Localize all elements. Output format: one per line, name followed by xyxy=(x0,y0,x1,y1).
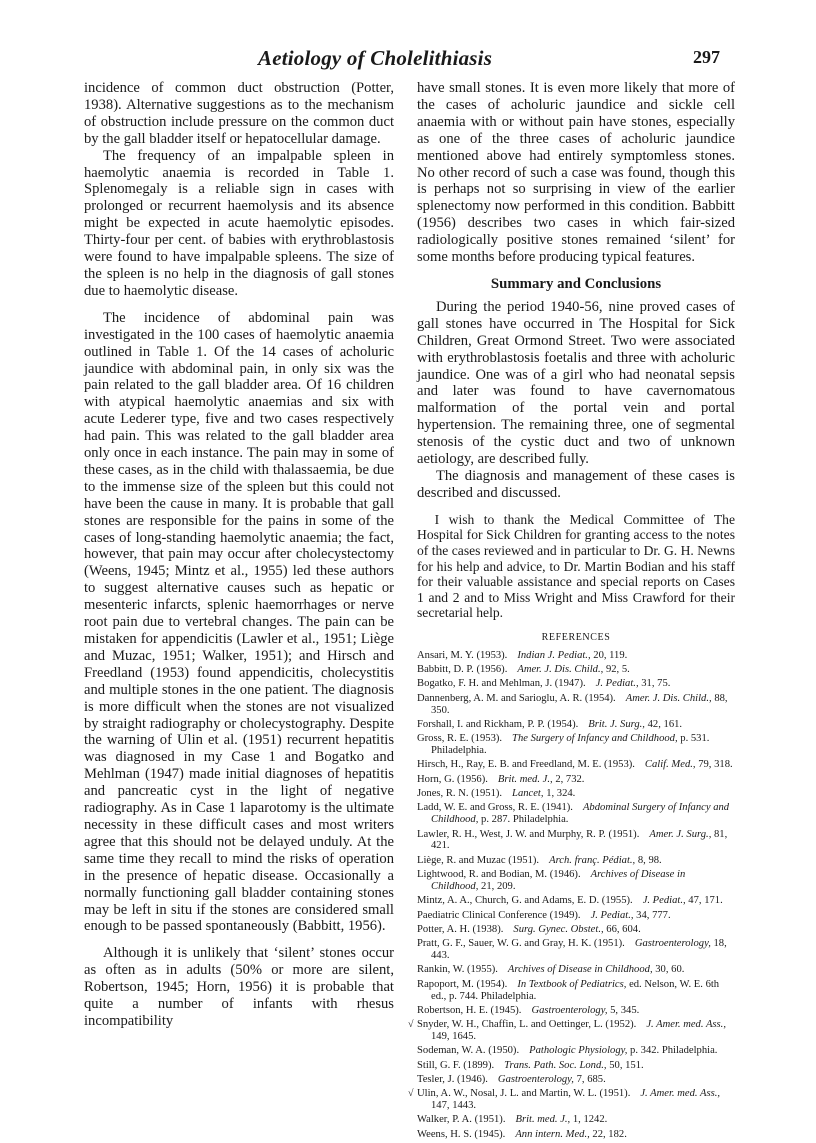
check-mark-icon: √ xyxy=(408,1019,414,1031)
body-paragraph: The incidence of abdominal pain was investigated in the 100 cases of haemolytic anaemia outlined in Table 1. Of the 14 cases of acholuric jaundice with abdominal pain, in only six was the pain related to the gall bladder area. Of 16 children with atypical haemolytic anaemias and six with acute Lederer type, five and two cases respectively had pain. This was related to the gall bladder area only once in each instance. The pain may in some of these cases, as in the child with thalassaemia, be due to the immense size of the spleen but this could not have been the cause in many. It is probable that gall stones are responsible for the pains in some of the cases of long-standing haemolytic anaemia; the fact, however, that pain may occur after cholecystectomy (Weens, 1945; Mintz et al., 1955) led these authors to suggest alternative causes such as hepatic or mesenteric infarcts, splenic haemorrhages or nerve root pain due to vertebral changes. The pain can be mistaken for appendicitis (Lawler et al., 1951; Liège and Muzac, 1951; Walker, 1951); and Hirsch and Freedland (1953) found appendicitis, cholecystitis and multiple stones in the one patient. The diagnosis is more difficult when the stones are not visualized by straight radiography or cholecystography. Despite the warning of Ulin et al. (1951) recurrent hepatitis was diagnosed in my Case 1 and Bogatko and Mehlman (1947) made initial diagnoses of hepatitis and pancreatic cyst in the light of negative radiography. As in Case 1 laparotomy is the ultimate necessity in these difficult cases and most writers agree that this should not be delayed unduly. At the same time they recall to mind the risks of operation in the presence of hepatic disease. Occasionally a normally functioning gall bladder containing stones may be left in situ if the stones are considered small enough to be passed spontaneously (Babbitt, 1956). xyxy=(84,309,394,935)
reference-source: Trans. Path. Soc. Lond., xyxy=(504,1059,607,1071)
reference-detail: 88, 350. xyxy=(431,692,728,716)
reference-authors: Bogatko, F. H. and Mehlman, J. (1947). xyxy=(417,678,586,690)
summary-paragraph: During the period 1940-56, nine proved cases of gall stones have occurred in The Hospital for Sick Children, Great Ormond Street. Two were associated with erythroblastosis foetalis and three with acholuric jaundice. One was of a girl who had neonatal sepsis and later was found to have cavernomatous malformation of the portal vein and portal hypertension. The remaining three, one of segmental stenosis of the cystic duct and two of unknown aetiology, are described fully. xyxy=(417,298,735,468)
reference-item xyxy=(417,979,735,1003)
reference-source: Gastroenterology, xyxy=(634,938,711,950)
reference-item xyxy=(408,1019,735,1043)
reference-authors: Lawler, R. H., West, J. W. and Murphy, R. P. (1951). xyxy=(417,828,640,840)
reference-authors: Sodeman, W. A. (1950). xyxy=(417,1045,520,1057)
reference-detail: 2, 732. xyxy=(555,773,585,785)
reference-item xyxy=(417,759,735,771)
reference-detail: 8, 98. xyxy=(637,854,662,866)
acknowledgement: I wish to thank the Medical Committee of The Hospital for Sick Children for granting access to the notes of the cases reviewed and in particular to Dr. G. H. Newns for his help and advice, to Dr. Martin Bodian and his staff for their valuable assistance and special reports on Cases 1 and 2 and to Miss Wright and Miss Crawford for their secretarial help. xyxy=(417,511,735,621)
reference-source: Surg. Gynec. Obstet., xyxy=(513,923,604,935)
reference-authors: Dannenberg, A. M. and Sarioglu, A. R. (1954). xyxy=(417,692,616,704)
reference-authors: Ladd, W. E. and Gross, R. E. (1941). xyxy=(417,802,573,814)
reference-detail: 18, 443. xyxy=(431,938,727,961)
reference-authors: Hirsch, H., Ray, E. B. and Freedland, M. E. (1953). xyxy=(417,759,635,771)
reference-detail: 50, 151. xyxy=(609,1059,644,1071)
reference-authors: Robertson, H. E. (1945). xyxy=(417,1004,522,1016)
reference-source: Amer. J. Dis. Child., xyxy=(625,692,712,704)
reference-item xyxy=(417,964,735,976)
reference-item xyxy=(417,733,735,757)
reference-item xyxy=(417,693,735,717)
reference-detail: 5, 345. xyxy=(610,1004,640,1016)
reference-authors: Tesler, J. (1946). xyxy=(417,1073,488,1085)
reference-item xyxy=(417,719,735,731)
reference-detail: 47, 171. xyxy=(688,895,723,907)
reference-source: In Textbook of Pediatrics, xyxy=(517,978,627,990)
reference-detail: p. 287. Philadelphia. xyxy=(481,814,569,826)
reference-authors: Babbitt, D. P. (1956). xyxy=(417,664,508,676)
reference-detail: 31, 75. xyxy=(641,678,671,690)
reference-authors: Liège, R. and Muzac (1951). xyxy=(417,854,540,866)
left-column xyxy=(84,80,394,1030)
reference-item xyxy=(417,650,735,662)
reference-authors: Ansari, M. Y. (1953). xyxy=(417,649,508,661)
body-paragraph: Although it is unlikely that ‘silent’ stones occur as often as in adults (50% or more are silent, Robertson, 1945; Horn, 1956) it is probable that quite a number of infants with rhesus incompatibility xyxy=(84,945,394,1029)
reference-source: Ann intern. Med., xyxy=(515,1128,590,1140)
reference-source: Brit. med. J., xyxy=(497,773,553,785)
right-column xyxy=(408,80,735,1143)
check-mark-icon: √ xyxy=(408,1088,414,1100)
reference-source: J. Amer. med. Ass., xyxy=(646,1019,726,1031)
reference-authors: Pratt, G. F., Sauer, W. G. and Gray, H. K. (1951). xyxy=(417,938,625,950)
reference-authors: Rapoport, M. (1954). xyxy=(417,978,508,990)
body-paragraph: The frequency of an impalpable spleen in haemolytic anaemia is recorded in Table 1. Splenomegaly is a reliable sign in cases with prolonged or recurrent haemolysis and its absence might be expected in acute haemolytic episodes. Thirty-four per cent. of babies with erythroblastosis were found to have impalpable spleens. The size of the spleen is no help in the diagnosis of gall stones due to haemolytic disease. xyxy=(84,147,394,299)
body-paragraph: incidence of common duct obstruction (Potter, 1938). Alternative suggestions as to the mechanism of obstruction include pressure on the common duct by the gall bladder itself or hepatocellular damage. xyxy=(84,80,394,147)
summary-paragraph: The diagnosis and management of these cases is described and discussed. xyxy=(417,467,735,501)
reference-authors: Snyder, W. H., Chaffin, L. and Oettinger, L. (1952). xyxy=(417,1019,637,1031)
reference-source: Archives of Disease in Childhood, xyxy=(431,869,686,892)
reference-source: Gastroenterology, xyxy=(531,1004,608,1016)
reference-authors: Still, G. F. (1899). xyxy=(417,1059,495,1071)
reference-item xyxy=(417,829,735,853)
reference-source: Calif. Med., xyxy=(644,759,696,771)
reference-source: Archives of Disease in Childhood, xyxy=(507,964,653,976)
body-paragraph: have small stones. It is even more likely that more of the cases of acholuric jaundice and sickle cell anaemia with or without pain have stones, especially as one of the three cases of acholuric jaundice mentioned above had entirely symptomless stones. No other record of such a case was found, though this is perhaps not so surprising in view of the earlier splenectomy now performed in this condition. Babbitt (1956) describes two cases in which fair-sized radiologically positive stones remained ‘silent’ for some months before producing typical features. xyxy=(417,80,735,266)
reference-source: Brit. J. Surg., xyxy=(588,718,645,730)
reference-detail: 1, 1242. xyxy=(572,1114,608,1126)
reference-authors: Mintz, A. A., Church, G. and Adams, E. D. (1955). xyxy=(417,895,633,907)
reference-item xyxy=(417,1129,735,1141)
reference-item xyxy=(417,1114,735,1126)
reference-detail: p. 531. Philadelphia. xyxy=(431,733,710,757)
reference-item xyxy=(417,1045,735,1057)
reference-item xyxy=(408,1088,735,1112)
reference-source: Indian J. Pediat., xyxy=(517,649,591,661)
reference-source: J. Amer. med. Ass., xyxy=(640,1088,720,1100)
reference-item xyxy=(417,924,735,936)
reference-source: Brit. med. J., xyxy=(515,1114,571,1126)
reference-item xyxy=(417,895,735,907)
reference-item xyxy=(417,774,735,786)
references-list xyxy=(408,649,735,1141)
reference-item xyxy=(417,678,735,690)
reference-detail: 1, 324. xyxy=(546,788,576,799)
running-header xyxy=(0,46,816,76)
reference-authors: Walker, P. A. (1951). xyxy=(417,1114,506,1126)
reference-item xyxy=(417,1005,735,1017)
reference-authors: Rankin, W. (1955). xyxy=(417,964,498,976)
summary-heading: Summary and Conclusions xyxy=(490,275,662,292)
reference-detail: 92, 5. xyxy=(605,664,630,676)
reference-detail: 22, 182. xyxy=(592,1128,627,1140)
reference-source: Amer. J. Surg., xyxy=(649,828,712,840)
reference-source: Abdominal Surgery of Infancy and Childhood, xyxy=(431,802,730,826)
reference-authors: Gross, R. E. (1953). xyxy=(417,733,503,745)
reference-source: J. Pediat., xyxy=(642,895,686,907)
reference-detail: 79, 318. xyxy=(698,759,733,771)
reference-item xyxy=(417,869,735,893)
reference-detail: 34, 777. xyxy=(636,909,671,921)
reference-item xyxy=(417,1074,735,1086)
reference-source: J. Pediat., xyxy=(595,678,639,690)
reference-detail: 147, 1443. xyxy=(431,1100,477,1112)
reference-authors: Ulin, A. W., Nosal, J. L. and Martin, W. L. (1951). xyxy=(417,1088,631,1100)
references-heading: REFERENCES xyxy=(541,631,611,643)
reference-authors: Weens, H. S. (1945). xyxy=(417,1128,506,1140)
reference-item xyxy=(417,855,735,867)
reference-detail: 81, 421. xyxy=(431,828,728,852)
reference-detail: 7, 685. xyxy=(576,1073,606,1085)
running-title: Aetiology of Cholelithiasis xyxy=(258,46,493,70)
reference-item xyxy=(417,910,735,922)
reference-detail: 149, 1645. xyxy=(431,1031,477,1042)
reference-item xyxy=(417,938,735,962)
reference-authors: Potter, A. H. (1938). xyxy=(417,923,504,935)
reference-item xyxy=(417,664,735,676)
reference-detail: p. 342. Philadelphia. xyxy=(630,1045,718,1057)
reference-detail: 20, 119. xyxy=(593,649,628,661)
reference-source: Amer. J. Dis. Child., xyxy=(517,664,604,676)
reference-source: J. Pediat., xyxy=(590,909,634,921)
reference-authors: Lightwood, R. and Bodian, M. (1946). xyxy=(417,869,581,880)
reference-authors: Horn, G. (1956). xyxy=(417,773,488,785)
reference-source: Pathologic Physiology, xyxy=(529,1045,628,1057)
reference-detail: 30, 60. xyxy=(655,964,685,976)
reference-source: Arch. franç. Pédiat., xyxy=(549,854,636,866)
reference-detail: ed. Nelson, W. E. 6th ed., p. 744. Philadelphia. xyxy=(431,978,720,1002)
reference-authors: Jones, R. N. (1951). xyxy=(417,788,503,799)
reference-detail: 21, 209. xyxy=(481,880,516,892)
reference-source: Lancet, xyxy=(512,788,544,799)
reference-authors: Forshall, I. and Rickham, P. P. (1954). xyxy=(417,718,579,730)
reference-authors: Paediatric Clinical Conference (1949). xyxy=(417,909,581,921)
reference-detail: 42, 161. xyxy=(647,718,683,730)
reference-detail: 66, 604. xyxy=(606,923,641,935)
reference-item xyxy=(417,802,735,826)
reference-source: The Surgery of Infancy and Childhood, xyxy=(512,733,678,745)
reference-item xyxy=(417,788,735,800)
reference-item xyxy=(417,1060,735,1072)
reference-source: Gastroenterology, xyxy=(497,1073,574,1085)
page-number: 297 xyxy=(693,47,720,67)
